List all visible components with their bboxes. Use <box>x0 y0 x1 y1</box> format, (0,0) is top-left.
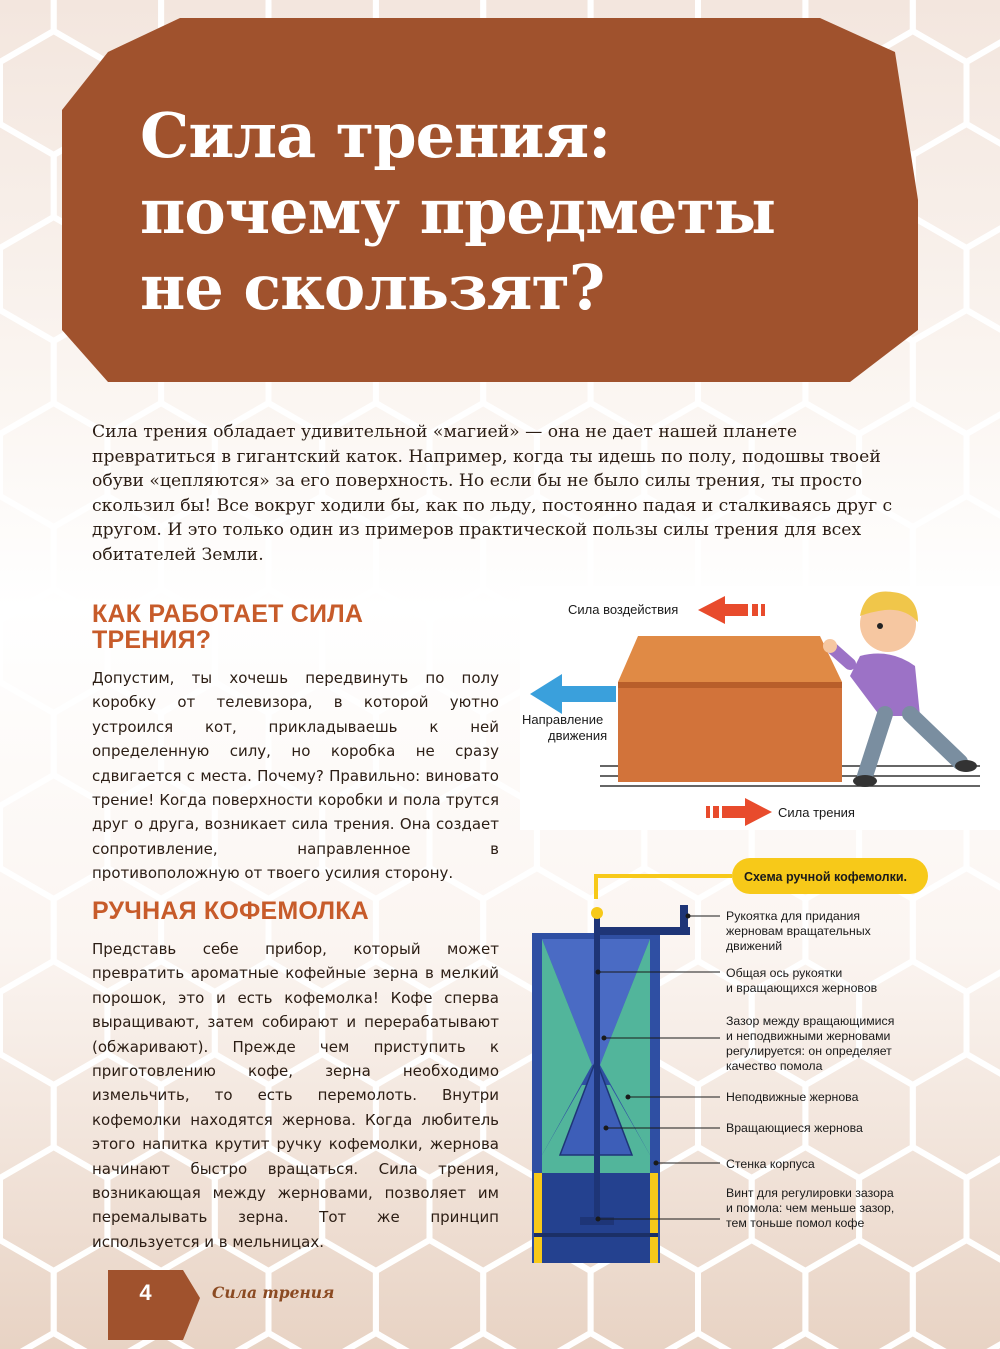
svg-text:Общая ось рукоятки: Общая ось рукоятки <box>726 966 843 980</box>
page-title <box>140 98 775 326</box>
section1-heading-line-1: КАК РАБОТАЕТ СИЛА <box>92 600 364 628</box>
diagram-label-screw <box>726 1186 894 1230</box>
svg-text:качество помола: качество помола <box>726 1059 823 1073</box>
diagram-label-gap <box>726 1014 894 1073</box>
diagram-label-handle <box>726 909 872 953</box>
grinder-body <box>532 905 690 1263</box>
page-number: 4 <box>139 1280 152 1305</box>
svg-text:и вращающихся жерновов: и вращающихся жерновов <box>726 981 878 995</box>
tv-box <box>618 636 842 782</box>
diagram-badge-text: Схема ручной кофемолки. <box>744 870 908 884</box>
svg-text:движений: движений <box>726 939 783 953</box>
diagram-label-axis <box>726 966 877 995</box>
title-line-1: Сила трения: <box>140 99 611 172</box>
footer-section-label: Сила трения <box>212 1283 335 1302</box>
title-line-2: почему предметы <box>140 175 776 248</box>
section2-text: Представь себе прибор, который может превратить ароматные кофейные зерна в мелкий порошок, это и есть кофемолка! Кофе сперва выращивают, затем собирают и перерабатывают (обжаривают). Прежде чем приступить к приготовлению кофе, зерна необходимо измельчить, то есть перемолоть. Внутри кофемолки находятся жернова. Когда любитель этого напитка крутит ручку кофемолки, жернова начинают быстро вращаться. Сила трения, возникающая между жерновами, позволяет им перемалывать зерна. Тот же принцип используется и в мельницах. <box>92 940 499 1251</box>
friction-label: Сила трения <box>778 805 855 820</box>
diagram-label-rotating-stones <box>726 1121 863 1135</box>
section1-text: Допустим, ты хочешь передвинуть по полу коробку от телевизора, в которой уютно устроился кот, прикладываешь к ней определенную силу, но коробка не сразу сдвигается с места. Почему? Правильно: виновато трение! Когда поверхности коробки и пола трутся друг о друга, возникает сила трения. Она создает сопротивление, направленное в противоположную от твоего усилия сторону. <box>92 669 499 883</box>
svg-text:Вращающиеся жернова: Вращающиеся жернова <box>726 1121 863 1135</box>
section2-heading: РУЧНАЯ КОФЕМОЛКА <box>92 897 369 925</box>
title-line-3: не скользят? <box>140 251 605 324</box>
force-label: Сила воздействия <box>568 602 679 617</box>
section1-heading <box>92 601 363 653</box>
svg-text:Зазор между вращающимися: Зазор между вращающимися <box>726 1014 895 1028</box>
svg-text:и помола: чем меньше зазор,: и помола: чем меньше зазор, <box>726 1201 895 1215</box>
section2-body <box>92 937 499 1254</box>
section1-heading-line-2: ТРЕНИЯ? <box>92 626 212 654</box>
intro-text: Сила трения обладает удивительной «магией» — она не дает нашей планете превратиться в гигантский каток. Например, когда ты идешь по полу, подошвы твоей обуви «цепляются» за его поверхность. Но если бы не было силы трения, ты просто скользил бы! Все вокруг ходили бы, как по льду, постоянно падая и сталкиваясь друг с другом. И это только один из примеров практической пользы силы трения для всех обитателей Земли. <box>92 422 893 565</box>
svg-text:Стенка корпуса: Стенка корпуса <box>726 1157 815 1171</box>
intro-paragraph <box>92 420 912 567</box>
section1-body <box>92 666 499 886</box>
direction-label-line-2: движения <box>548 728 608 743</box>
svg-text:Винт для регулировки зазора: Винт для регулировки зазора <box>726 1186 894 1200</box>
diagram-label-wall <box>726 1157 815 1171</box>
friction-illustration <box>520 586 1000 830</box>
svg-text:и неподвижными жерновами: и неподвижными жерновами <box>726 1029 891 1043</box>
svg-text:жерновам вращательных: жерновам вращательных <box>726 924 871 938</box>
svg-text:регулируется: он определяет: регулируется: он определяет <box>726 1044 892 1058</box>
direction-label-line-1: Направление <box>522 712 604 727</box>
coffee-grinder-diagram <box>520 855 1000 1265</box>
svg-text:Неподвижные жернова: Неподвижные жернова <box>726 1090 859 1104</box>
diagram-label-fixed-stones <box>726 1090 859 1104</box>
svg-text:Рукоятка для придания: Рукоятка для придания <box>726 909 861 923</box>
svg-text:тем тоньше помол кофе: тем тоньше помол кофе <box>726 1216 865 1230</box>
